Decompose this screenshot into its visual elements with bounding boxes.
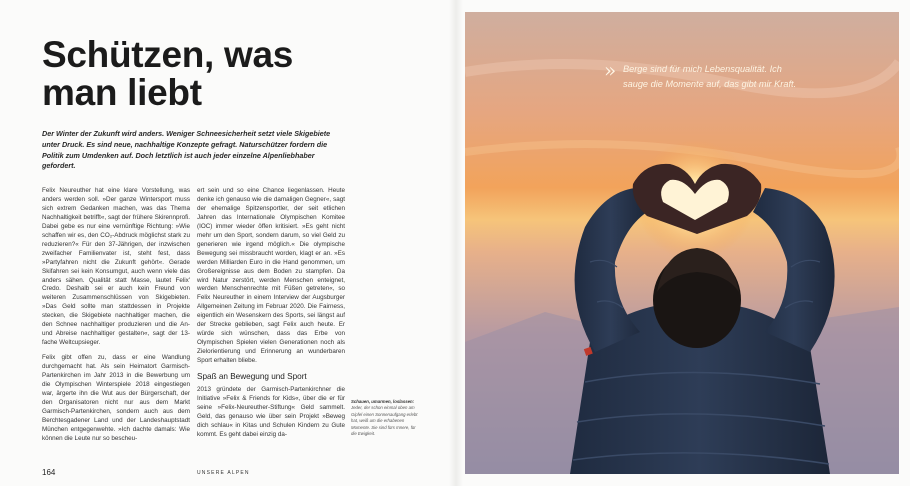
article-lead: Der Winter der Zukunft wird anders. Weniger Schneesicherheit setzt viele Skigebiete unter Druck. Es sind neue, nachhaltige Konzepte gefragt. Naturschützer fordern die Politik zum Umdenken auf. Doch letztlich ist auch jeder einzelne Alpenliebhaber gefordert. [42, 129, 331, 171]
book-gutter [449, 0, 463, 486]
page-number: 164 [42, 468, 56, 477]
running-title: UNSERE ALPEN [197, 470, 250, 476]
title-line-1: Schützen, was [42, 34, 294, 75]
paragraph: Felix Neureuther hat eine klare Vorstellung, was anders werden soll. »Der ganze Wintersport muss sich extrem Gedanken machen, was das Thema Nachhaltigkeit betrifft«, sagt der frühere Skirennprofi. Dabei gebe es nur eine vernünftige Richtung: »Wie schaffen wir es, den CO₂-Abdruck möglichst stark zu reduzieren?« Für den 37-Jährigen, der inzwischen zweifacher Familienvater ist, steht fest, dass »Partyfahren nicht die Zukunft gehört«. Gerade Skifahren sei kein Konsumgut, auch wenn viele das anders sähen. Qualität statt Masse, lautet Felix' Credo. Deshalb sei er auch kein Freund von weiteren Zusammenschlüssen von Skigebieten. »Das Geld sollte man stattdessen in Projekte stecken, die Skigebiete nachhaltiger machen, die den Schnee nachhaltiger produzieren und die An- und Abreise nachhaltiger gestalten«, sagt der 13-fache Weltcupsieger. [42, 187, 190, 347]
caption-text: Jeder, der schon einmal oben am Gipfel einen Sonnenaufgang erlebt hat, weiß um die erhabenen Momente. Sie sind fürs Innere, für die Ewigkeit. [351, 405, 418, 437]
subheading: Spaß an Bewegung und Sport [197, 372, 307, 382]
article-title [42, 36, 293, 112]
paragraph: 2013 gründete der Garmisch-Partenkirchner die Initiative »Felix & Friends for Kids«, über die er für seine »Felix-Neureuther-Stiftung« Geld sammelt. Geld, das genauso wie über sein Projekt »Beweg dich schlau« in Kitas und Schulen Kindern zu Gute kommt. Es geht dabei einzig da- [197, 386, 345, 438]
paragraph: ert sein und so eine Chance liegenlassen. Heute denke ich genauso wie die damaligen Gegner«, sagt der ehemalige Spitzensportler, der seit etlichen Jahren das Internationale Olympischen Komitee (IOC) immer wieder öffen kritisiert. »Es geht nicht mehr um den Sport, sondern darum, so viel Geld zu generieren wie irgend möglich.« Die olympische Bewegung sei missbraucht worden, klagt er an. »Es werden Milliarden Euro in die Hand genommen, um Großereignisse aus dem Boden zu stampfen. Da wird Natur zerstört, werden Menschen enteignet, werden Menschenrechte mit Füßen getreten«, so Felix Neureuther in einem Interview der Augsburger Allgemeinen Zeitung im Februar 2020. Die Fairness, eigentlich ein Wesenskern des Sports, sei längst auf der Strecke geblieben, sagt Felix auch heute. Er würde sich wünschen, dass das Erbe von Olympischen Spielen vielen Generationen noch als Zielorientierung und Erinnerung an wunderbaren Sport erhalten bliebe. [197, 187, 345, 365]
caption-lead: Schauen, umarmen, loslassen: [351, 399, 415, 404]
text-column-2 [197, 187, 345, 446]
photo-caption [351, 399, 421, 437]
paragraph: Felix gibt offen zu, dass er eine Wandlung durchgemacht hat. Als sein Heimatort Garmisch-Partenkirchen im Jahr 2013 in die Bewerbung um die Olympischen Winterspiele 2018 eingestiegen war, ärgerte ihn die Wut aus der Bürgerschaft, der den Organisatoren nicht nur aus dem Markt Garmisch-Partenkirchen, sondern auch aus dem Berchtesgadener Land und der Landeshauptstadt München entgegenwehte. »Ich dachte damals: Wie können die Leute nur so bescheu- [42, 354, 190, 442]
text-column-1 [42, 187, 190, 450]
pull-quote: Berge sind für mich Lebensqualität. Ich sauge die Momente auf, das gibt mir Kraft. [623, 64, 797, 89]
title-line-2: man liebt [42, 72, 202, 113]
quote-mark-icon: » [604, 58, 617, 82]
